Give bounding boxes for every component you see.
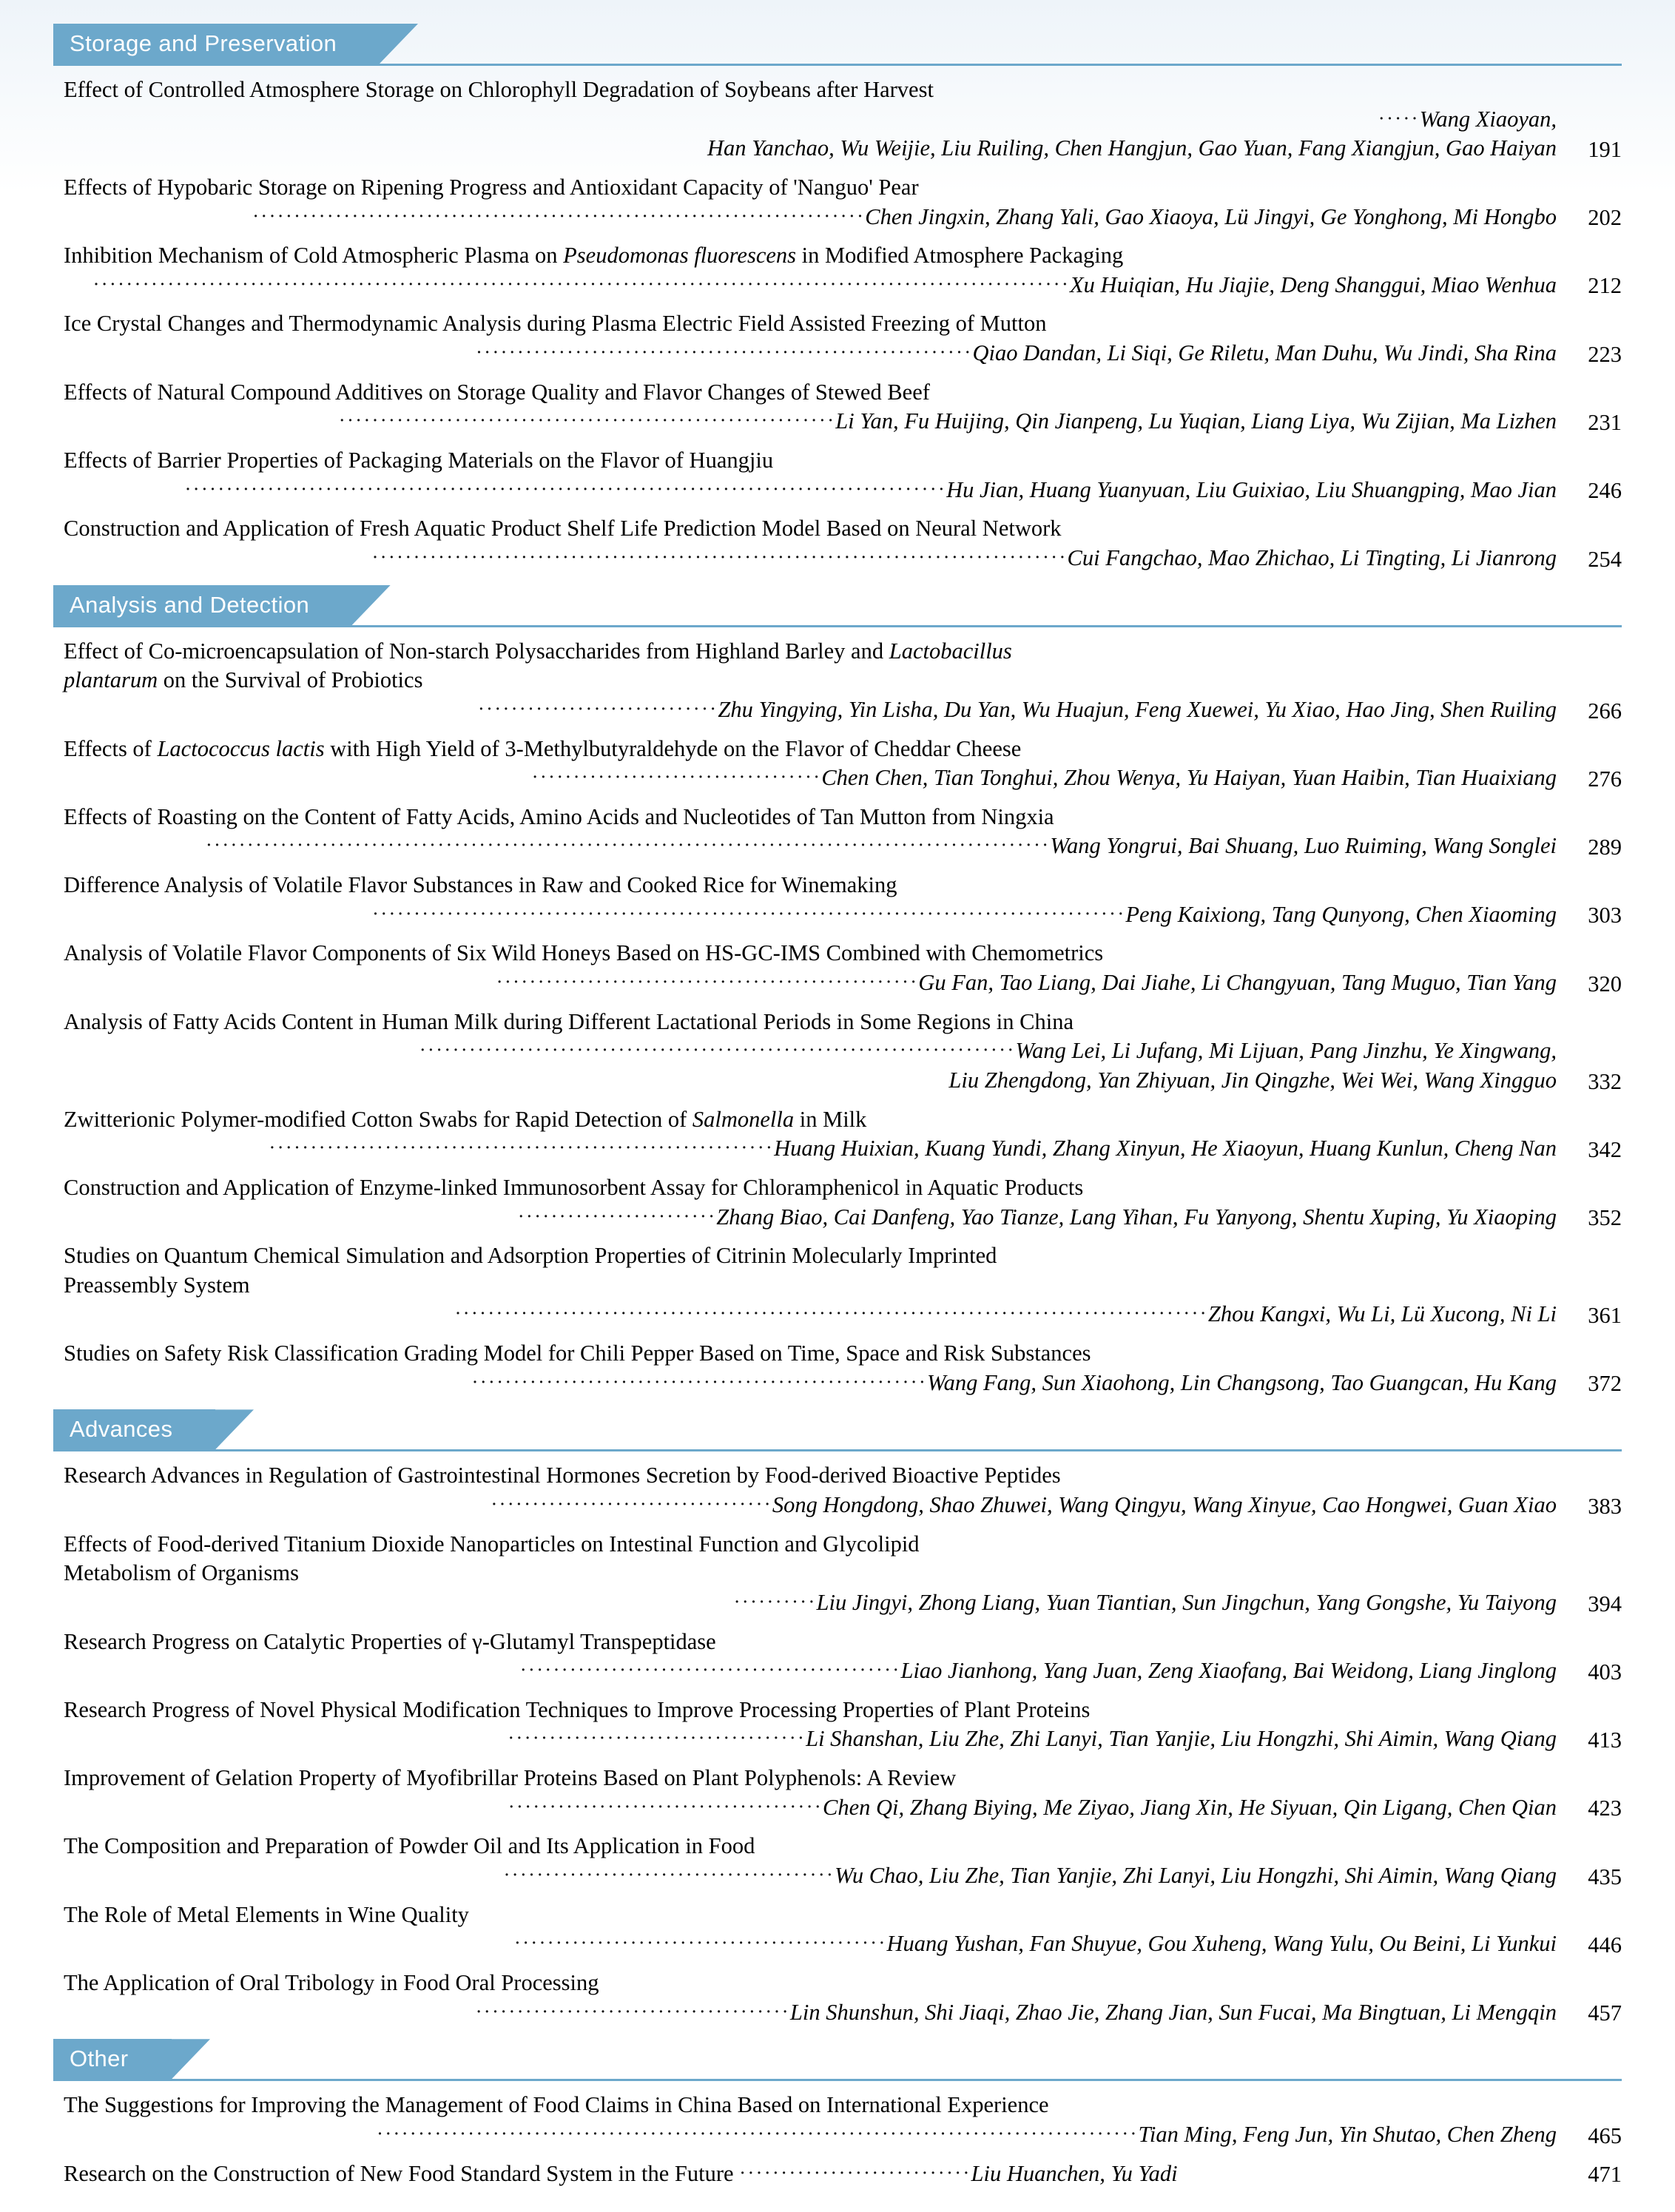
leader-dots: ·········································································· bbox=[252, 204, 866, 227]
section-rule bbox=[53, 625, 1622, 627]
toc-entry-body bbox=[53, 637, 1557, 725]
toc-entry[interactable] bbox=[53, 1456, 1622, 1524]
toc-entry[interactable] bbox=[53, 866, 1622, 934]
leader-dots: ············································· bbox=[513, 1932, 887, 1955]
leader-dots: ····· bbox=[1378, 107, 1420, 129]
toc-entry-body bbox=[53, 446, 1557, 505]
section-title: Storage and Preservation bbox=[53, 24, 380, 64]
toc-entry-title: Effect of Co-microencapsulation of Non-starch Polysaccharides from Highland Barley and Lactobacillus bbox=[64, 638, 1012, 664]
toc-entry[interactable] bbox=[53, 1690, 1622, 1759]
toc-entry-page-number: 342 bbox=[1588, 1136, 1622, 1162]
toc-entry-authors-line: ························Zhang Biao, Cai Danfeng, Yao Tianze, Lang Yihan, Fu Yanyong, Shentu Xuping, Yu Xiaoping bbox=[517, 1204, 1557, 1230]
toc-entry-authors-line: Han Yanchao, Wu Weijie, Liu Ruiling, Chen Hangjun, Gao Yuan, Fang Xiangjun, Gao Haiyan bbox=[707, 135, 1557, 161]
leader-dots: ···················································································· bbox=[371, 545, 1068, 568]
toc-entry-title: Effects of Barrier Properties of Packaging Materials on the Flavor of Huangjiu bbox=[64, 448, 774, 473]
toc-entry-body bbox=[53, 1173, 1557, 1232]
toc-entry-title: Difference Analysis of Volatile Flavor Substances in Raw and Cooked Rice for Winemaking bbox=[64, 872, 897, 898]
toc-entry-body bbox=[53, 1461, 1557, 1520]
toc-entry-body bbox=[53, 1628, 1557, 1686]
toc-entry-title: Effects of Hypobaric Storage on Ripening Progress and Antioxidant Capacity of 'Nanguo' Pear bbox=[64, 174, 919, 200]
toc-entry-authors-line: ··········Liu Jingyi, Zhong Liang, Yuan Tiantian, Sun Jingchun, Yang Gongshe, Yu Taiyong bbox=[733, 1589, 1557, 1615]
toc-entry-title: plantarum on the Survival of Probiotics bbox=[64, 667, 423, 693]
leader-dots: ···························································································· bbox=[377, 2122, 1139, 2145]
toc-entry[interactable] bbox=[53, 1100, 1622, 1168]
toc-entry-page-number: 413 bbox=[1588, 1727, 1622, 1753]
toc-entry-page-number: 266 bbox=[1588, 698, 1622, 724]
toc-entry-title: Effects of Roasting on the Content of Fatty Acids, Amino Acids and Nucleotides of Tan Mutton from Ningxia bbox=[64, 803, 1054, 829]
leader-dots: ······································ bbox=[475, 2000, 790, 2023]
toc-entry-body bbox=[53, 2091, 1557, 2149]
section-rule bbox=[53, 64, 1622, 66]
toc-entry-authors-line: ···················································Gu Fan, Tao Liang, Dai Jiahe, Li Changyuan, Tang Muguo, Tian Yang bbox=[496, 970, 1557, 996]
toc-entry-page-number: 191 bbox=[1588, 136, 1622, 162]
leader-dots: ··························································································· bbox=[372, 902, 1126, 925]
toc-entry-body bbox=[53, 1339, 1557, 1397]
section-title: Analysis and Detection bbox=[53, 585, 352, 625]
toc-entry-authors-line: ······································Chen Qi, Zhang Biying, Me Ziyao, Jiang Xin, He Siyuan, Qin Ligang, Chen Qian bbox=[508, 1794, 1557, 1820]
toc-entry-title: Ice Crystal Changes and Thermodynamic Analysis during Plasma Electric Field Assisted Freezing of Mutton bbox=[64, 311, 1047, 337]
section-header bbox=[53, 585, 1622, 625]
toc-entry[interactable] bbox=[53, 1002, 1622, 1100]
toc-entry-page-number: 212 bbox=[1588, 273, 1622, 299]
toc-entry-page-number: 403 bbox=[1588, 1659, 1622, 1685]
toc-entry-page-number: 223 bbox=[1588, 341, 1622, 367]
toc-entry-authors-line: ········································Wu Chao, Liu Zhe, Tian Yanjie, Zhi Lanyi, Liu Hongzhi, Shi Aimin, Wang Qiang bbox=[503, 1863, 1557, 1889]
toc-entry-title: Research Progress of Novel Physical Modification Techniques to Improve Processing Properties of Plant Proteins bbox=[64, 1696, 1091, 1722]
section-header bbox=[53, 24, 1622, 64]
toc-entry-page-number: 435 bbox=[1588, 1864, 1622, 1889]
toc-entry[interactable] bbox=[53, 1963, 1622, 2031]
toc-entry-page-number: 332 bbox=[1588, 1068, 1622, 1094]
toc-entry[interactable] bbox=[53, 2085, 1622, 2154]
toc-entry-authors-line: ·····························································Huang Huixian, Kuang Yundi, Zhang Xinyun, He Xiaoyun, Huang Kunlun, Cheng Nan bbox=[269, 1136, 1557, 1161]
toc-entry-title: Effects of Natural Compound Additives on Storage Quality and Flavor Changes of Stewed Beef bbox=[64, 379, 930, 405]
toc-entry-authors-line: ···························································································Peng Kaixiong, Tang Qunyong, Chen Xiaoming bbox=[372, 901, 1557, 927]
toc-entry-authors-line: ····························································Qiao Dandan, Li Siqi, Ge Riletu, Man Duhu, Wu Jindi, Sha Rina bbox=[475, 340, 1557, 366]
leader-dots: ········································ bbox=[503, 1864, 835, 1886]
leader-dots: ···························· bbox=[739, 2161, 971, 2184]
toc-entry-title: Analysis of Volatile Flavor Components of Six Wild Honeys Based on HS-GC-IMS Combined with Chemometrics bbox=[64, 940, 1104, 966]
toc-entry-body bbox=[53, 2159, 1557, 2189]
toc-entry-title: The Application of Oral Tribology in Food Oral Processing bbox=[64, 1969, 599, 1995]
toc-entry-authors: Liu Huanchen, Yu Yadi bbox=[971, 2160, 1178, 2186]
toc-entry-authors-line: ····························································································Tian Ming, Feng Jun, Yin Shutao, Chen Zheng bbox=[377, 2121, 1557, 2147]
toc-entry-title: Effect of Controlled Atmosphere Storage on Chlorophyll Degradation of Soybeans after Harvest bbox=[64, 77, 934, 102]
toc-entry-page-number: 465 bbox=[1588, 2122, 1622, 2148]
toc-entry[interactable] bbox=[53, 1827, 1622, 1895]
toc-entry-title: Studies on Quantum Chemical Simulation and Adsorption Properties of Citrinin Molecularly Imprinted bbox=[64, 1243, 997, 1269]
section-header bbox=[53, 2039, 1622, 2079]
leader-dots: ·············································· bbox=[519, 1659, 901, 1682]
toc-entry-authors-line: ······················································································································Xu Huiqian, Hu Jiajie, Deng Shanggui, Miao Wenhua bbox=[92, 272, 1557, 297]
toc-entry[interactable] bbox=[53, 373, 1622, 441]
toc-entry-page-number: 320 bbox=[1588, 971, 1622, 997]
toc-entry-page-number: 446 bbox=[1588, 1932, 1622, 1958]
toc-entry-body bbox=[53, 803, 1557, 861]
toc-entry-authors-line: ·············································Huang Yushan, Fan Shuyue, Gou Xuheng, Wang Yulu, Ou Beini, Li Yunkui bbox=[513, 1931, 1557, 1957]
toc-entry-body bbox=[53, 75, 1557, 163]
toc-entry-body bbox=[53, 871, 1557, 929]
toc-entry-authors-line: ····································Li Shanshan, Liu Zhe, Zhi Lanyi, Tian Yanjie, Liu Hongzhi, Shi Aimin, Wang Qiang bbox=[508, 1726, 1557, 1752]
leader-dots: ···························································· bbox=[338, 409, 836, 432]
leader-dots: ·································· bbox=[491, 1492, 772, 1515]
toc-entry-body bbox=[53, 1008, 1557, 1096]
toc-entry-title: The Role of Metal Elements in Wine Quality bbox=[64, 1901, 469, 1927]
toc-entry-page-number: 383 bbox=[1588, 1493, 1622, 1519]
toc-entry-authors-line: ····························································································Hu Jian, Huang Yuanyuan, Liu Guixiao, Liu Shuangping, Mao Jian bbox=[184, 476, 1557, 502]
toc-entry-page-number: 254 bbox=[1588, 546, 1622, 572]
leader-dots: ························ bbox=[517, 1204, 717, 1227]
toc-entry[interactable] bbox=[53, 934, 1622, 1002]
toc-entry-authors-line: ·······················································Wang Fang, Sun Xiaohong, Lin Changsong, Tao Guangcan, Hu Kang bbox=[471, 1369, 1557, 1395]
toc-entry-body bbox=[53, 1530, 1557, 1618]
toc-entry-title: Research Progress on Catalytic Properties of γ-Glutamyl Transpeptidase bbox=[64, 1628, 716, 1654]
toc-entry-page-number: 361 bbox=[1588, 1303, 1622, 1329]
toc-entry-title: Analysis of Fatty Acids Content in Human Milk during Different Lactational Periods in Some Regions in China bbox=[64, 1008, 1074, 1034]
toc-entry[interactable] bbox=[53, 509, 1622, 577]
toc-entry[interactable] bbox=[53, 632, 1622, 729]
toc-entry-body bbox=[53, 1241, 1557, 1329]
section-title: Other bbox=[53, 2039, 172, 2079]
toc-entry-title: The Suggestions for Improving the Management of Food Claims in China Based on International Experience bbox=[64, 2092, 1049, 2118]
toc-entry-authors-line: ·····Wang Xiaoyan, bbox=[1378, 106, 1557, 132]
toc-entry-authors-line: ······································Lin Shunshun, Shi Jiaqi, Zhao Jie, Zhang Jian, Sun Fucai, Ma Bingtuan, Li Mengqin bbox=[475, 1999, 1557, 2025]
toc-entry-body bbox=[53, 173, 1557, 232]
toc-entry-page-number: 246 bbox=[1588, 478, 1622, 504]
leader-dots: ···························································································· bbox=[184, 477, 947, 500]
toc-entry-authors-line: Liu Zhengdong, Yan Zhiyuan, Jin Qingzhe, Wei Wei, Wang Xingguo bbox=[948, 1067, 1557, 1093]
leader-dots: ····························································· bbox=[269, 1136, 775, 1159]
toc-entry-body bbox=[53, 514, 1557, 573]
toc-entry-title: Construction and Application of Enzyme-linked Immunosorbent Assay for Chloramphenicol in Aquatic Products bbox=[64, 1174, 1084, 1200]
toc-entry-body bbox=[53, 1764, 1557, 1822]
toc-entry[interactable] bbox=[53, 70, 1622, 168]
toc-entry[interactable] bbox=[53, 1622, 1622, 1690]
toc-entry-title: Construction and Application of Fresh Aquatic Product Shelf Life Prediction Model Based on Neural Network bbox=[64, 516, 1062, 542]
toc-entry-body bbox=[53, 309, 1557, 368]
toc-entry-title: Inhibition Mechanism of Cold Atmospheric Plasma on Pseudomonas fluorescens in Modified Atmosphere Packaging bbox=[64, 243, 1124, 269]
section-rule bbox=[53, 1449, 1622, 1451]
toc-entry-page-number: 289 bbox=[1588, 834, 1622, 860]
toc-entry-title: Research on the Construction of New Food Standard System in the Future ····························Liu Huanchen, Yu Yadi bbox=[64, 2160, 1178, 2186]
toc-entry-title: Studies on Safety Risk Classification Grading Model for Chili Pepper Based on Time, Space and Risk Substances bbox=[64, 1341, 1091, 1366]
toc-entry-title: Research Advances in Regulation of Gastrointestinal Hormones Secretion by Food-derived Bioactive Peptides bbox=[64, 1463, 1061, 1488]
toc-entry-authors-line: ········································································Wang Lei, Li Jufang, Mi Lijuan, Pang Jinzhu, Ye Xingwang, bbox=[419, 1038, 1557, 1064]
toc-entry[interactable] bbox=[53, 236, 1622, 304]
toc-entry-page-number: 231 bbox=[1588, 410, 1622, 436]
leader-dots: ······················································· bbox=[471, 1370, 928, 1393]
toc-entry-body bbox=[53, 939, 1557, 997]
toc-entry-title: Metabolism of Organisms bbox=[64, 1560, 299, 1586]
toc-entry[interactable] bbox=[53, 729, 1622, 798]
toc-entry[interactable] bbox=[53, 1168, 1622, 1236]
leader-dots: ·········· bbox=[733, 1590, 817, 1613]
toc-entry-body bbox=[53, 378, 1557, 436]
toc-entry-body bbox=[53, 735, 1557, 793]
toc-entry-body bbox=[53, 1901, 1557, 1959]
section-title: Advances bbox=[53, 1409, 215, 1449]
toc-entry-title: Zwitterionic Polymer-modified Cotton Swabs for Rapid Detection of Salmonella in Milk bbox=[64, 1106, 867, 1132]
toc-entry-title: Preassembly System bbox=[64, 1272, 250, 1298]
leader-dots: ····························· bbox=[477, 697, 718, 720]
leader-dots: ···································· bbox=[508, 1727, 806, 1750]
leader-dots: ···························································· bbox=[475, 341, 973, 364]
toc-entry-page-number: 457 bbox=[1588, 2000, 1622, 2026]
leader-dots: ··················································· bbox=[496, 971, 919, 994]
toc-entry[interactable] bbox=[53, 2154, 1622, 2194]
toc-entry-title: The Composition and Preparation of Powder Oil and Its Application in Food bbox=[64, 1833, 755, 1859]
toc-entry-page-number: 202 bbox=[1588, 205, 1622, 231]
toc-entry[interactable] bbox=[53, 441, 1622, 509]
toc-entry-page-number: 423 bbox=[1588, 1795, 1622, 1821]
toc-entry-title: Effects of Lactococcus lactis with High Yield of 3-Methylbutyraldehyde on the Flavor of Cheddar Cheese bbox=[64, 735, 1022, 761]
toc-entry[interactable] bbox=[53, 168, 1622, 236]
toc-entry-page-number: 471 bbox=[1588, 2162, 1622, 2188]
leader-dots: ········································································ bbox=[419, 1039, 1016, 1062]
leader-dots: ··································· bbox=[531, 766, 822, 789]
section-header-tail bbox=[352, 585, 391, 625]
toc-root bbox=[53, 24, 1622, 2193]
section-header-tail bbox=[380, 24, 418, 64]
section-rule bbox=[53, 2079, 1622, 2081]
toc-entry-body bbox=[53, 1832, 1557, 1890]
toc-entry-body bbox=[53, 1969, 1557, 2027]
toc-entry-authors-line: ···························································································Zhou Kangxi, Wu Li, Lü Xucong, Ni Li bbox=[454, 1301, 1557, 1327]
section-header-tail bbox=[215, 1409, 254, 1449]
section-header bbox=[53, 1409, 1622, 1449]
toc-entry[interactable] bbox=[53, 1895, 1622, 1963]
toc-entry-authors-line: ·····························Zhu Yingying, Yin Lisha, Du Yan, Wu Huajun, Feng Xuewei, Yu Xiao, Hao Jing, Shen Ruiling bbox=[477, 696, 1557, 722]
leader-dots: ······································ bbox=[508, 1795, 823, 1818]
toc-entry-authors-line: ··········································································Chen Jingxin, Zhang Yali, Gao Xiaoya, Lü Jingyi, Ge Yonghong, Mi Hongbo bbox=[252, 203, 1557, 229]
toc-entry-authors-line: ····················································································Cui Fangchao, Mao Zhichao, Li Tingting, Li Jianrong bbox=[371, 544, 1557, 570]
leader-dots: ··························································································· bbox=[454, 1302, 1208, 1325]
toc-entry-body bbox=[53, 1696, 1557, 1754]
toc-entry[interactable] bbox=[53, 798, 1622, 866]
toc-entry-page-number: 394 bbox=[1588, 1591, 1622, 1616]
toc-entry-authors-line: ··············································Liao Jianhong, Yang Juan, Zeng Xiaofang, Bai Weidong, Liang Jinglong bbox=[519, 1658, 1557, 1684]
section-header-tail bbox=[172, 2039, 210, 2079]
toc-entry-body bbox=[53, 1105, 1557, 1164]
leader-dots: ······································································································ bbox=[205, 834, 1051, 857]
toc-entry-body bbox=[53, 241, 1557, 300]
toc-entry[interactable] bbox=[53, 304, 1622, 372]
toc-entry-authors-line: ······································································································Wang Yongrui, Bai Shuang, Luo Ruiming, Wang Songlei bbox=[205, 833, 1557, 859]
toc-entry-authors-line: ····························································Li Yan, Fu Huijing, Qin Jianpeng, Lu Yuqian, Liang Liya, Wu Zijian, Ma Lizhen bbox=[338, 408, 1557, 434]
leader-dots: ······················································································································ bbox=[92, 272, 1071, 295]
toc-entry-page-number: 303 bbox=[1588, 903, 1622, 928]
toc-entry-page-number: 372 bbox=[1588, 1371, 1622, 1397]
toc-entry[interactable] bbox=[53, 1236, 1622, 1334]
toc-entry-page-number: 352 bbox=[1588, 1205, 1622, 1231]
toc-entry[interactable] bbox=[53, 1759, 1622, 1827]
toc-entry-authors-line: ···································Chen Chen, Tian Tonghui, Zhou Wenya, Yu Haiyan, Yuan Haibin, Tian Huaixiang bbox=[531, 765, 1557, 791]
toc-entry[interactable] bbox=[53, 1525, 1622, 1622]
toc-entry-title: Effects of Food-derived Titanium Dioxide Nanoparticles on Intestinal Function and Glycolipid bbox=[64, 1531, 920, 1557]
toc-entry[interactable] bbox=[53, 1334, 1622, 1402]
toc-entry-authors-line: ··································Song Hongdong, Shao Zhuwei, Wang Qingyu, Wang Xinyue, Cao Hongwei, Guan Xiao bbox=[491, 1491, 1557, 1517]
toc-entry-page-number: 276 bbox=[1588, 766, 1622, 792]
toc-entry-title: Improvement of Gelation Property of Myofibrillar Proteins Based on Plant Polyphenols: A Review bbox=[64, 1765, 957, 1791]
